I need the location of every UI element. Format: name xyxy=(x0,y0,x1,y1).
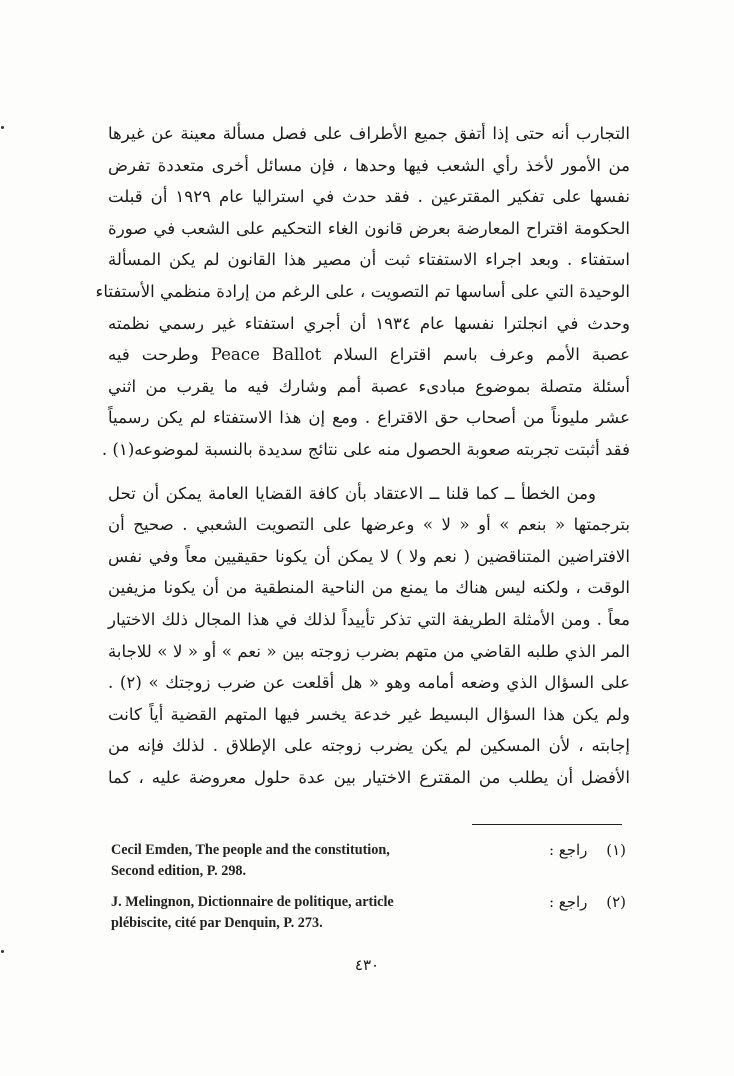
footnote-citation-line: plébiscite, cité par Denquin, P. 273. xyxy=(111,915,323,931)
text-line: بترجمتها « بنعم » أو « لا » وعرضها على التصويت الشعبي . صحيح أن xyxy=(108,515,630,535)
page-number: ٤٣٠ xyxy=(354,956,380,974)
text-line: معاً . ومن الأمثلة الطريفة التي تذكر تأييداً لذلك في هذا المجال ذلك الاختيار xyxy=(108,609,630,629)
text-line: من الأمور لأخذ رأي الشعب فيها وحدها ، فإن مسائل أخرى متعددة تفرض xyxy=(108,155,630,175)
text-line: نفسها على تفكير المقترعين . فقد حدث في استراليا عام ١٩٢٩ أن قبلت xyxy=(108,187,630,207)
text-line: الأفضل أن يطلب من المقترع الاختيار بين عدة حلول معروضة عليه ، كما xyxy=(108,767,630,787)
scan-edge-mark xyxy=(1,126,4,129)
text-line: الوقت ، ولكنه ليس هناك ما يمنع من الناحية المنطقية من أن يكونا مزيفين xyxy=(108,578,630,598)
footnote-citation-line: J. Melingnon, Dictionnaire de politique, article xyxy=(111,894,394,910)
footnote-number: (٢) xyxy=(606,893,626,911)
paragraph-gap xyxy=(108,466,630,478)
footnote-2 xyxy=(111,892,626,938)
footnote-citation-line: Cecil Emden, The people and the constitution, xyxy=(111,842,390,858)
footnote-number: (١) xyxy=(606,841,626,859)
footnote-1 xyxy=(111,840,626,886)
footnote-marker xyxy=(549,840,626,861)
text-line: عشر مليوناً من أصحاب حق الاقتراع . ومع إن هذا الاستفتاء لم يكن رسمياً xyxy=(108,408,630,428)
paragraph-2 xyxy=(108,478,630,794)
body-text xyxy=(95,118,630,793)
text-line: الوحيدة التي على أساسها تم التصويت ، على الرغم من إرادة منظمي الأستفتاء xyxy=(95,281,630,301)
text-line: ومن الخطأ ــ كما قلنا ــ الاعتقاد بأن كافة القضايا العامة يمكن أن تحل xyxy=(108,483,596,503)
text-line: الافتراضين المتناقضين ( نعم ولا ) لا يمكن أن يكونا حقيقيين معاً وفي نفس xyxy=(108,546,630,566)
paragraph-1 xyxy=(95,118,630,466)
text-line: التجارب أنه حتى إذا أتفق جميع الأطراف على فصل مسألة معينة عن غيرها xyxy=(108,124,630,143)
text-line: المر الذي طلبه القاضي من متهم بضرب زوجته بين « نعم » أو « لا » للاجابة xyxy=(108,641,630,661)
footnote-label: راجع : xyxy=(548,893,588,911)
footnote-label: راجع : xyxy=(548,841,588,859)
text-line: وحدث في انجلترا نفسها عام ١٩٣٤ أن أجري استفتاء غير رسمي نظمته xyxy=(108,313,630,333)
text-line: على السؤال الذي وضعه أمامه وهو « هل أقلعت عن ضرب زوجتك » (٢) . xyxy=(108,673,630,693)
footnote-citation xyxy=(111,892,471,934)
text-line: ولم يكن هذا السؤال البسيط غير خدعة يخسر فيها المتهم القضية أياً كانت xyxy=(108,704,630,724)
text-line: الحكومة اقتراح المعارضة بعرض قانون الغاء التحكيم على الشعب في صورة xyxy=(108,218,630,238)
footnote-citation xyxy=(111,840,471,882)
text-line: إجابته ، لأن المسكين لم يكن يضرب زوجته على الإطلاق . لذلك فإنه من xyxy=(108,736,630,756)
footnote-citation-line: Second edition, P. 298. xyxy=(111,863,247,879)
footnote-marker xyxy=(549,892,626,913)
scan-edge-mark xyxy=(1,950,4,953)
text-line: استفتاء . وبعد اجراء الاستفتاء ثبت أن مصير هذا القانون لم يكن المسألة xyxy=(108,250,630,270)
text-line: أسئلة متصلة بموضوع مبادىء عصبة أمم وشارك فيه ما يقرب من اثني xyxy=(108,376,630,396)
text-line: عصبة الأمم وعرف باسم اقتراع السلام Peace Ballot وطرحت فيه xyxy=(108,345,630,365)
text-line: فقد أثبتت تجربته صعوبة الحصول منه على نتائج سديدة بالنسبة لموضوعه(١) . xyxy=(101,439,630,459)
footnote-separator xyxy=(472,824,622,825)
